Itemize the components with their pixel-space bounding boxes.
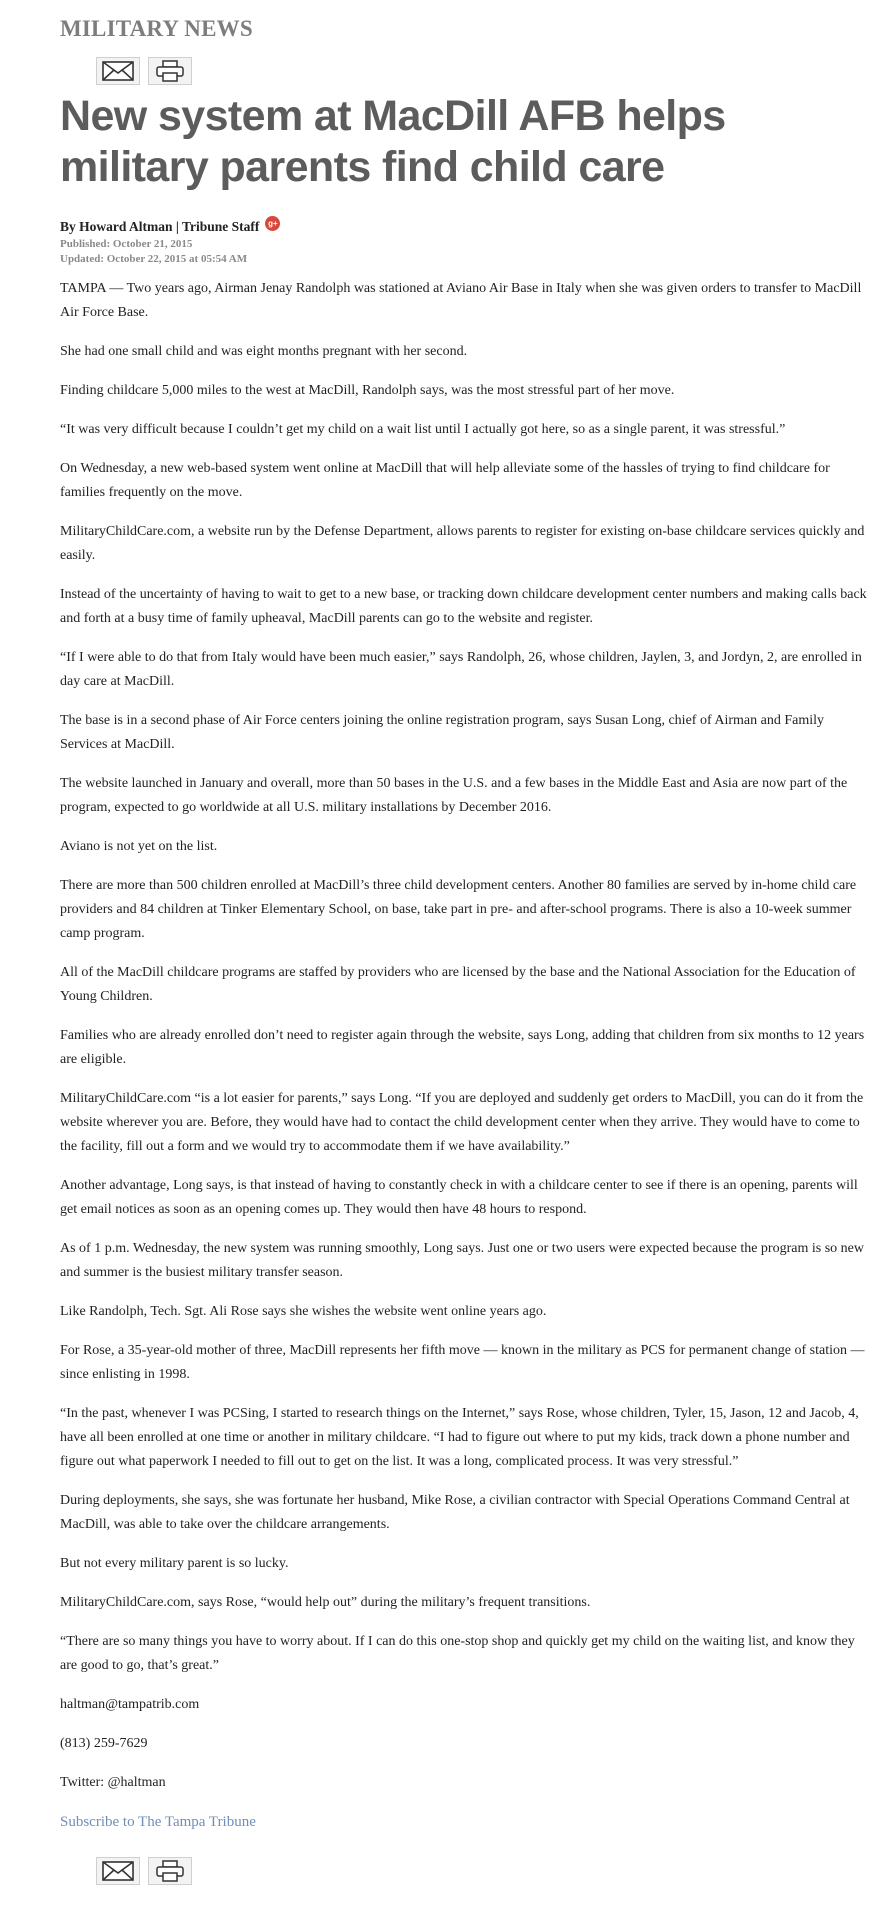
article-paragraph: Families who are already enrolled don’t need to register again through the website, says Long, adding that children from six months to 12 years are eligible. [60,1028,865,1067]
stack-bars-icon[interactable] [60,1857,88,1885]
article-paragraph: Instead of the uncertainty of having to wait to get to a new base, or tracking down childcare development center numbers and making calls back and forth at a busy time of family upheaval, MacDill parents can go to the website and register. [60,587,867,626]
article-paragraph: All of the MacDill childcare programs are staffed by providers who are licensed by the base and the National Association for the Education of Young Children. [60,965,856,1004]
print-icon[interactable] [148,1857,192,1885]
article-paragraph: “It was very difficult because I couldn’t get my child on a wait list until I actually got here, so as a single parent, it was stressful.” [60,422,786,437]
article-paragraph: Twitter: @haltman [60,1775,166,1790]
byline-row [60,217,870,237]
article-paragraph: The base is in a second phase of Air Force centers joining the online registration program, says Susan Long, chief of Airman and Family Services at MacDill. [60,713,824,752]
article-paragraph: Aviano is not yet on the list. [60,839,218,854]
subscribe-link[interactable]: Subscribe to The Tampa Tribune [60,1814,256,1830]
article-paragraph: “If I were able to do that from Italy would have been much easier,” says Randolph, 26, whose children, Jaylen, 3, and Jordyn, 2, are enrolled in day care at MacDill. [60,650,862,689]
mail-icon[interactable] [96,1857,140,1885]
article-paragraph: MilitaryChildCare.com, a website run by the Defense Department, allows parents to register for existing on-base childcare services quickly and easily. [60,524,865,563]
print-icon[interactable] [148,57,192,85]
article-paragraph: “In the past, whenever I was PCSing, I started to research things on the Internet,” says Rose, whose children, Tyler, 15, Jason, 12 and Jacob, 4, have all been enrolled at one time or another in military childcare. “I had to figure out where to put my kids, track down a phone number and figure out what paperwork I needed to fill out to get on the list. It was a long, complicated process. It was very stressful.” [60,1406,859,1469]
article-page [60,14,870,1888]
article-paragraph: “There are so many things you have to worry about. If I can do this one-stop shop and quickly get my child on the waiting list, and know they are good to go, that’s great.” [60,1634,855,1673]
section-label: MILITARY NEWS [60,16,253,41]
byline[interactable]: By Howard Altman | Tribune Staff [60,219,260,234]
updated-date: Updated: October 22, 2015 at 05:54 AM [60,253,248,265]
article-paragraph: haltman@tampatrib.com [60,1697,200,1712]
article-paragraph: There are more than 500 children enrolled at MacDill’s three child development centers. Another 80 families are served by in-home child care providers and 84 children at Tinker Elementary School, on base, take part in pre- and after-school programs. There is also a 10-week summer camp program. [60,878,857,941]
article-paragraph: Another advantage, Long says, is that instead of having to constantly check in with a childcare center to see if there is an opening, parents will get email notices as soon as an opening comes up. They would then have 48 hours to respond. [60,1178,858,1217]
article-paragraph: She had one small child and was eight months pregnant with her second. [60,344,468,359]
article-paragraph: TAMPA — Two years ago, Airman Jenay Randolph was stationed at Aviano Air Base in Italy when she was given orders to transfer to MacDill Air Force Base. [60,281,862,320]
article-paragraph: Finding childcare 5,000 miles to the west at MacDill, Randolph says, was the most stressful part of her move. [60,383,675,398]
article-paragraph: The website launched in January and overall, more than 50 bases in the U.S. and a few bases in the Middle East and Asia are now part of the program, expected to go worldwide at all U.S. military installations by December 2016. [60,776,848,815]
article-body [60,277,870,1795]
article-paragraph: As of 1 p.m. Wednesday, the new system was running smoothly, Long says. Just one or two users were expected because the program is so new and summer is the busiest military transfer season. [60,1241,864,1280]
mail-icon[interactable] [96,57,140,85]
stack-bars-icon[interactable] [60,57,88,85]
headline: New system at MacDill AFB helps military parents find child care [60,92,726,191]
article-paragraph: MilitaryChildCare.com, says Rose, “would help out” during the military’s frequent transitions. [60,1595,591,1610]
article-paragraph: Like Randolph, Tech. Sgt. Ali Rose says she wishes the website went online years ago. [60,1304,547,1319]
article-paragraph: But not every military parent is so lucky. [60,1556,289,1571]
article-paragraph: On Wednesday, a new web-based system went online at MacDill that will help alleviate some of the hassles of trying to find childcare for families frequently on the move. [60,461,830,500]
article-paragraph: MilitaryChildCare.com “is a lot easier for parents,” says Long. “If you are deployed and suddenly get orders to MacDill, you can do it from the website wherever you are. Before, they would have had to contact the child development center when they arrive. They would have to come to the facility, fill out a form and we would try to accommodate them if we have availability.” [60,1091,864,1154]
article-paragraph: During deployments, she says, she was fortunate her husband, Mike Rose, a civilian contractor with Special Operations Command Central at MacDill, was able to take over the childcare arrangements. [60,1493,850,1532]
share-bar-top [60,54,870,88]
article-paragraph: For Rose, a 35-year-old mother of three, MacDill represents her fifth move — known in the military as PCS for permanent change of station — since enlisting in 1998. [60,1343,865,1382]
published-date: Published: October 21, 2015 [60,238,193,250]
article-paragraph: (813) 259-7629 [60,1736,148,1751]
share-bar-bottom [60,1854,870,1888]
google-plus-icon[interactable]: g+ [265,216,280,231]
